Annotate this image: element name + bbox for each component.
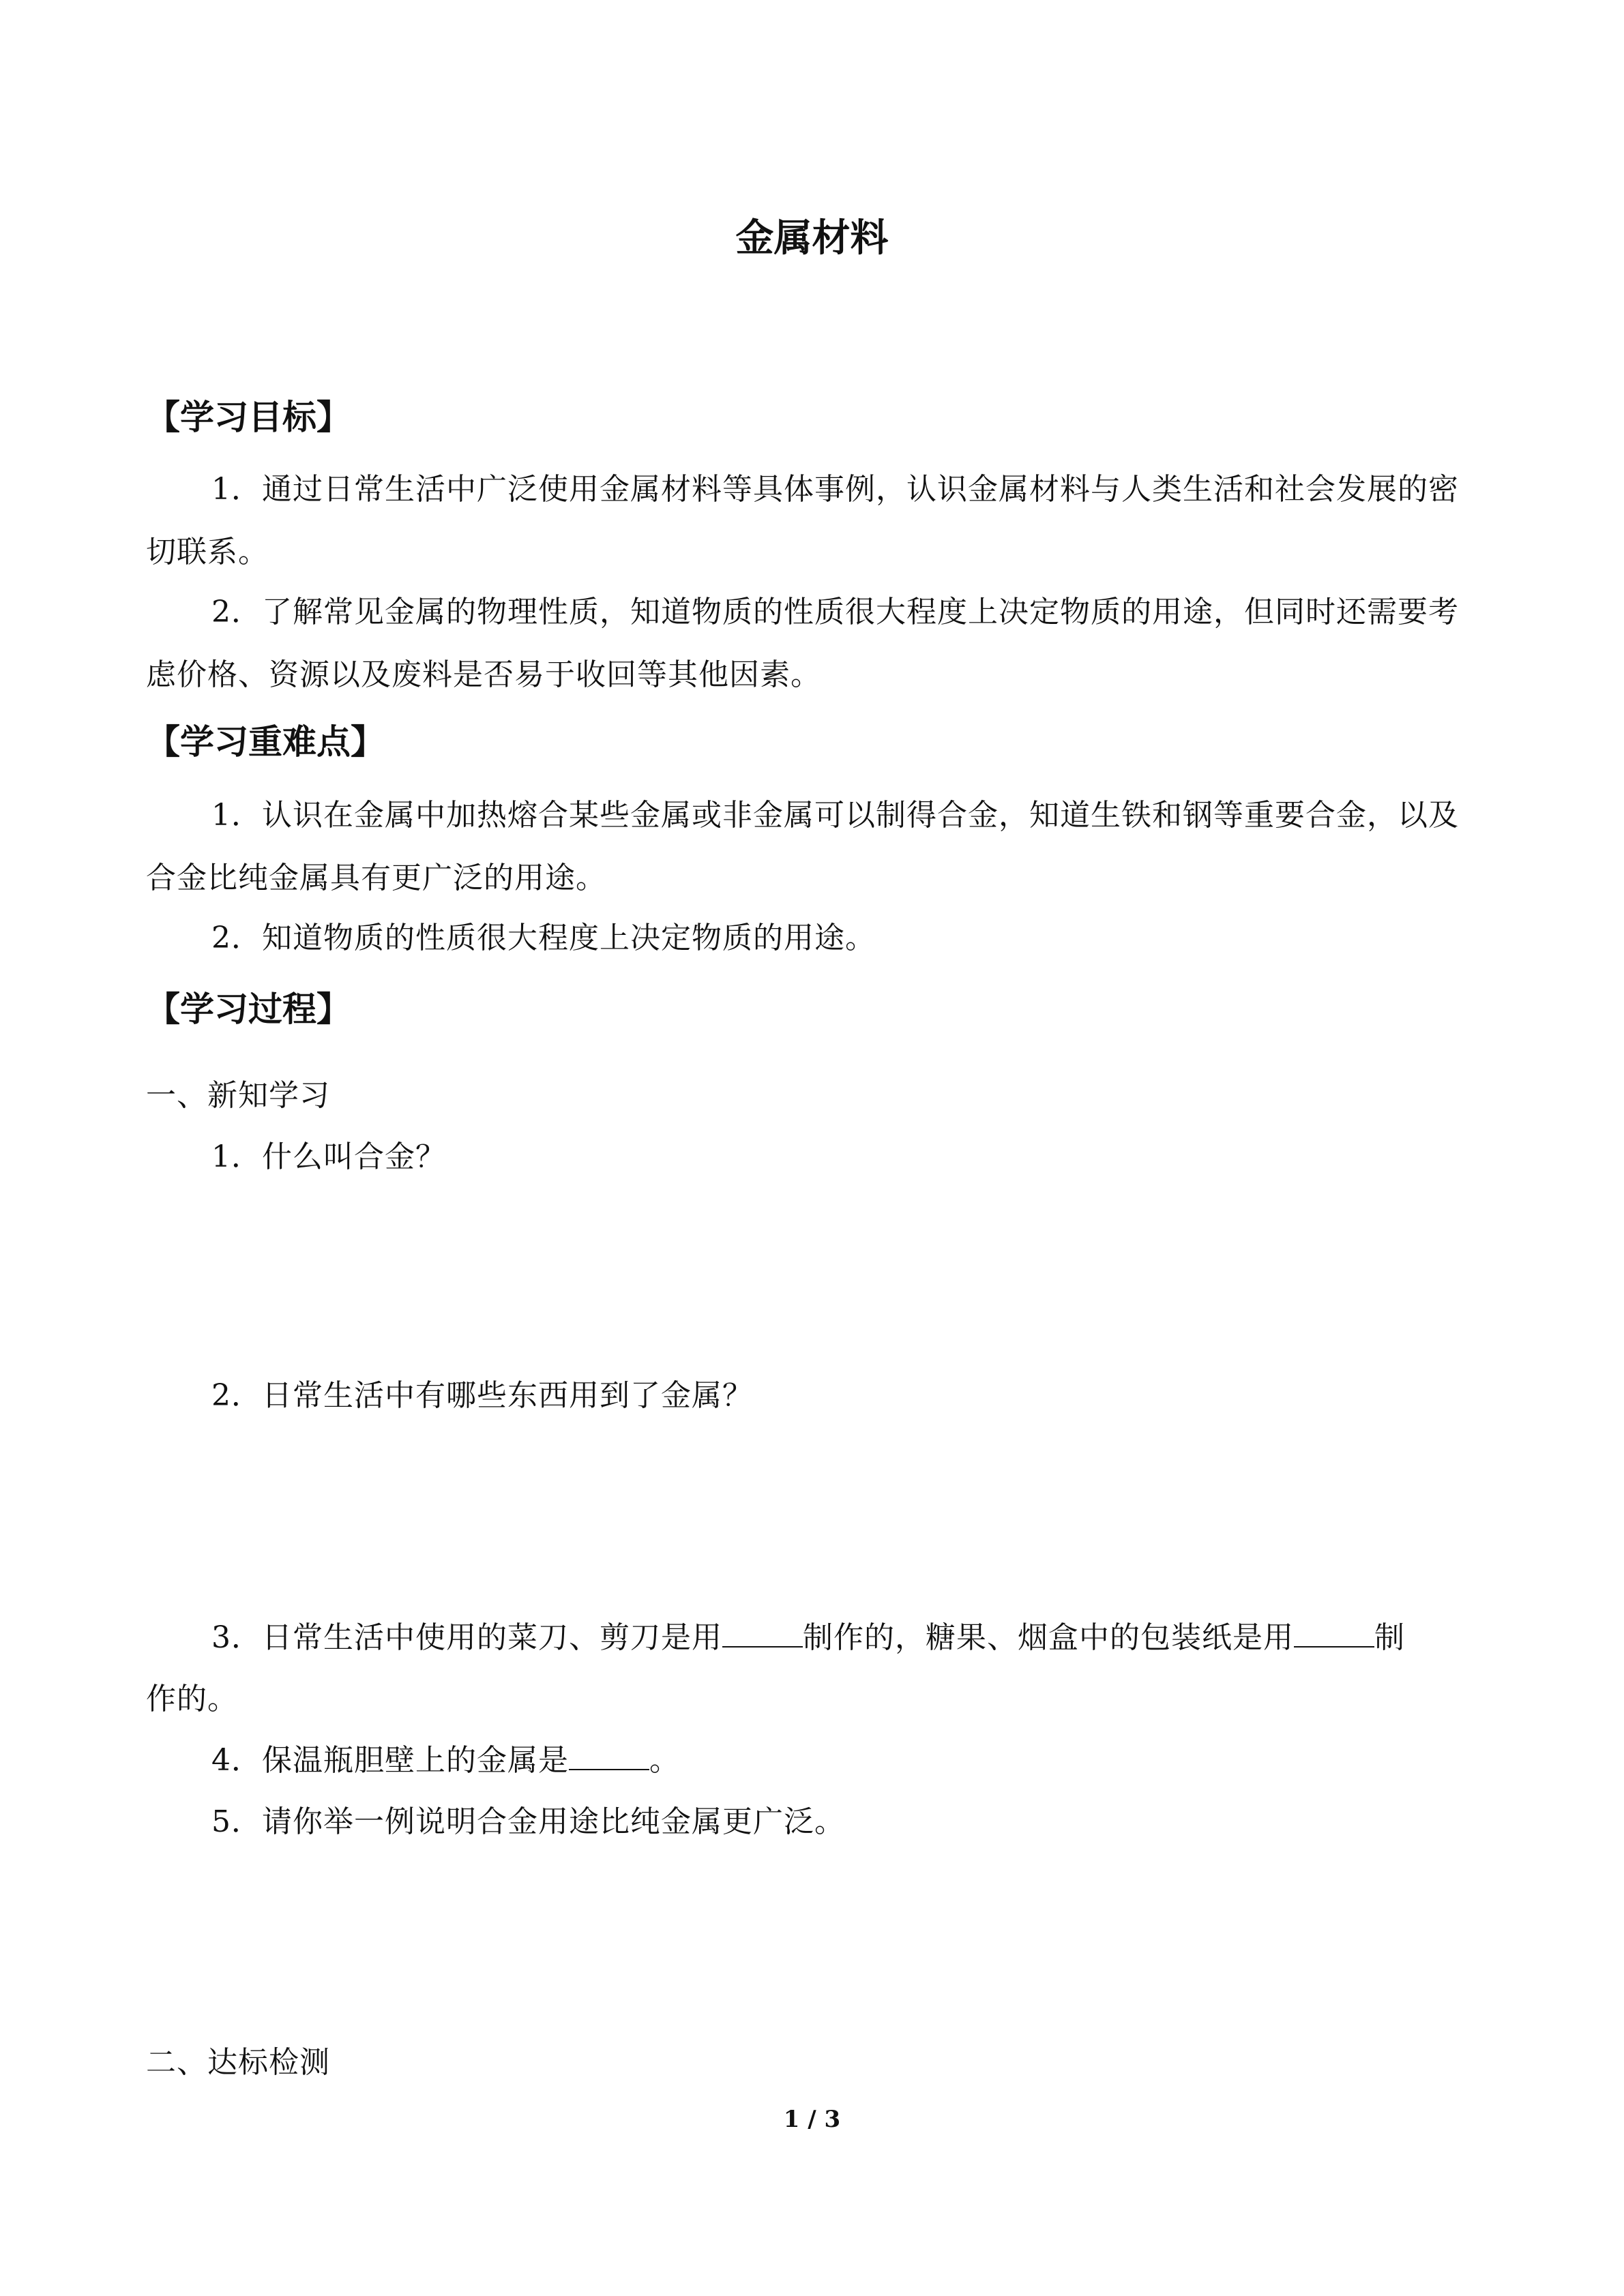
part2-title: 二、达标检测 — [146, 2045, 330, 2080]
question-3-part-a: 3．日常生活中使用的菜刀、剪刀是用 — [211, 1620, 722, 1655]
question-4 — [211, 1735, 680, 1779]
key-point-item-2: 2．知道物质的性质很大程度上决定物质的用途。 — [211, 921, 876, 955]
question-4-part-a: 4．保温瓶胆壁上的金属是 — [211, 1743, 569, 1778]
heading-learning-goals: 【学习目标】 — [146, 398, 351, 437]
answer-blank[interactable] — [1294, 1619, 1374, 1648]
question-1: 1．什么叫合金？ — [211, 1139, 446, 1174]
question-3-part-b: 制作的，糖果、烟盒中的包装纸是用 — [803, 1620, 1294, 1655]
question-5: 5．请你举一例说明合金用途比纯金属更广泛。 — [211, 1804, 845, 1839]
answer-blank[interactable] — [722, 1619, 803, 1648]
question-2: 2．日常生活中有哪些东西用到了金属？ — [211, 1378, 753, 1413]
heading-key-points: 【学习重难点】 — [146, 722, 385, 762]
question-4-part-b: 。 — [649, 1743, 680, 1778]
question-3 — [211, 1613, 1487, 1656]
page-number: 1 / 3 — [783, 2106, 841, 2133]
question-3-continuation: 作的。 — [146, 1682, 238, 1716]
part1-title: 一、新知学习 — [146, 1078, 330, 1113]
answer-blank[interactable] — [569, 1742, 649, 1770]
page-title: 金属材料 — [735, 216, 889, 260]
goal-item-1: 1．通过日常生活中广泛使用金属材料等具体事例，认识金属材料与人类生活和社会发展的密切联系。 — [146, 472, 1459, 569]
goal-item-2: 2．了解常见金属的物理性质，知道物质的性质很大程度上决定物质的用途，但同时还需要考虑价格、资源以及废料是否易于收回等其他因素。 — [146, 595, 1459, 692]
heading-learning-process: 【学习过程】 — [146, 989, 351, 1029]
key-point-item-1: 1．认识在金属中加热熔合某些金属或非金属可以制得合金，知道生铁和钢等重要合金，以及合金比纯金属具有更广泛的用途。 — [146, 798, 1459, 895]
question-3-part-c: 制 — [1374, 1620, 1405, 1655]
